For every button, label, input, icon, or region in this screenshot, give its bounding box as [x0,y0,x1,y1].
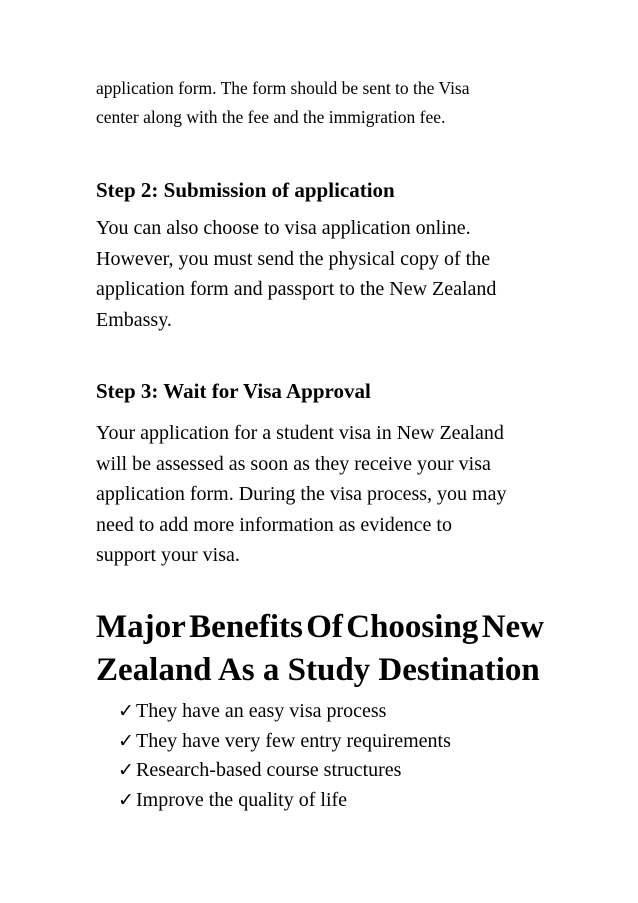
step2-line: You can also choose to visa application online. [96,217,471,239]
heading-word: New [481,609,544,645]
step2-line: However, you must send the physical copy of the [96,247,491,270]
step3-line: Your application for a student visa in New Zealand [96,422,504,444]
step3-line: need to add more information as evidence to [96,513,452,536]
checkmark-icon: ✓ [118,760,134,781]
heading-word: Of [306,609,343,645]
step3-line: application form. During the visa process, you may [96,483,507,505]
heading-word: Benefits [189,609,303,645]
list-item [118,786,451,816]
checkmark-icon: ✓ [118,730,134,752]
list-item [118,727,451,757]
step2-line: Embassy. [96,308,172,331]
step2-line: application form and passport to the New Zealand [96,278,497,300]
list-item [118,697,451,727]
step2-heading: Step 2: Submission of application [96,178,395,202]
step3-paragraph [96,418,566,571]
step3-line: support your visa. [96,544,240,566]
step3-heading: Step 3: Wait for Visa Approval [96,379,371,403]
benefits-heading-line2: Zealand As a Study Destination [96,652,540,688]
heading-word: Major [96,609,186,645]
list-item-label: Improve the quality of life [136,788,348,811]
list-item-label: Research-based course structures [136,759,402,781]
benefits-heading-line1 [96,606,544,649]
heading-word: Choosing [346,609,479,645]
list-item-label: They have very few entry requirements [136,729,451,752]
checkmark-icon: ✓ [118,789,134,811]
step3-line: will be assessed as soon as they receive your visa [96,452,491,475]
checkmark-icon: ✓ [118,701,134,722]
list-item-label: They have an easy visa process [136,700,387,722]
intro-line: application form. The form should be sent to the Visa [96,78,470,98]
benefits-list [118,697,451,815]
benefits-heading [96,606,544,692]
step2-paragraph [96,213,566,335]
intro-paragraph [96,74,556,132]
intro-line: center along with the fee and the immigration fee. [96,107,446,127]
list-item [118,756,451,786]
